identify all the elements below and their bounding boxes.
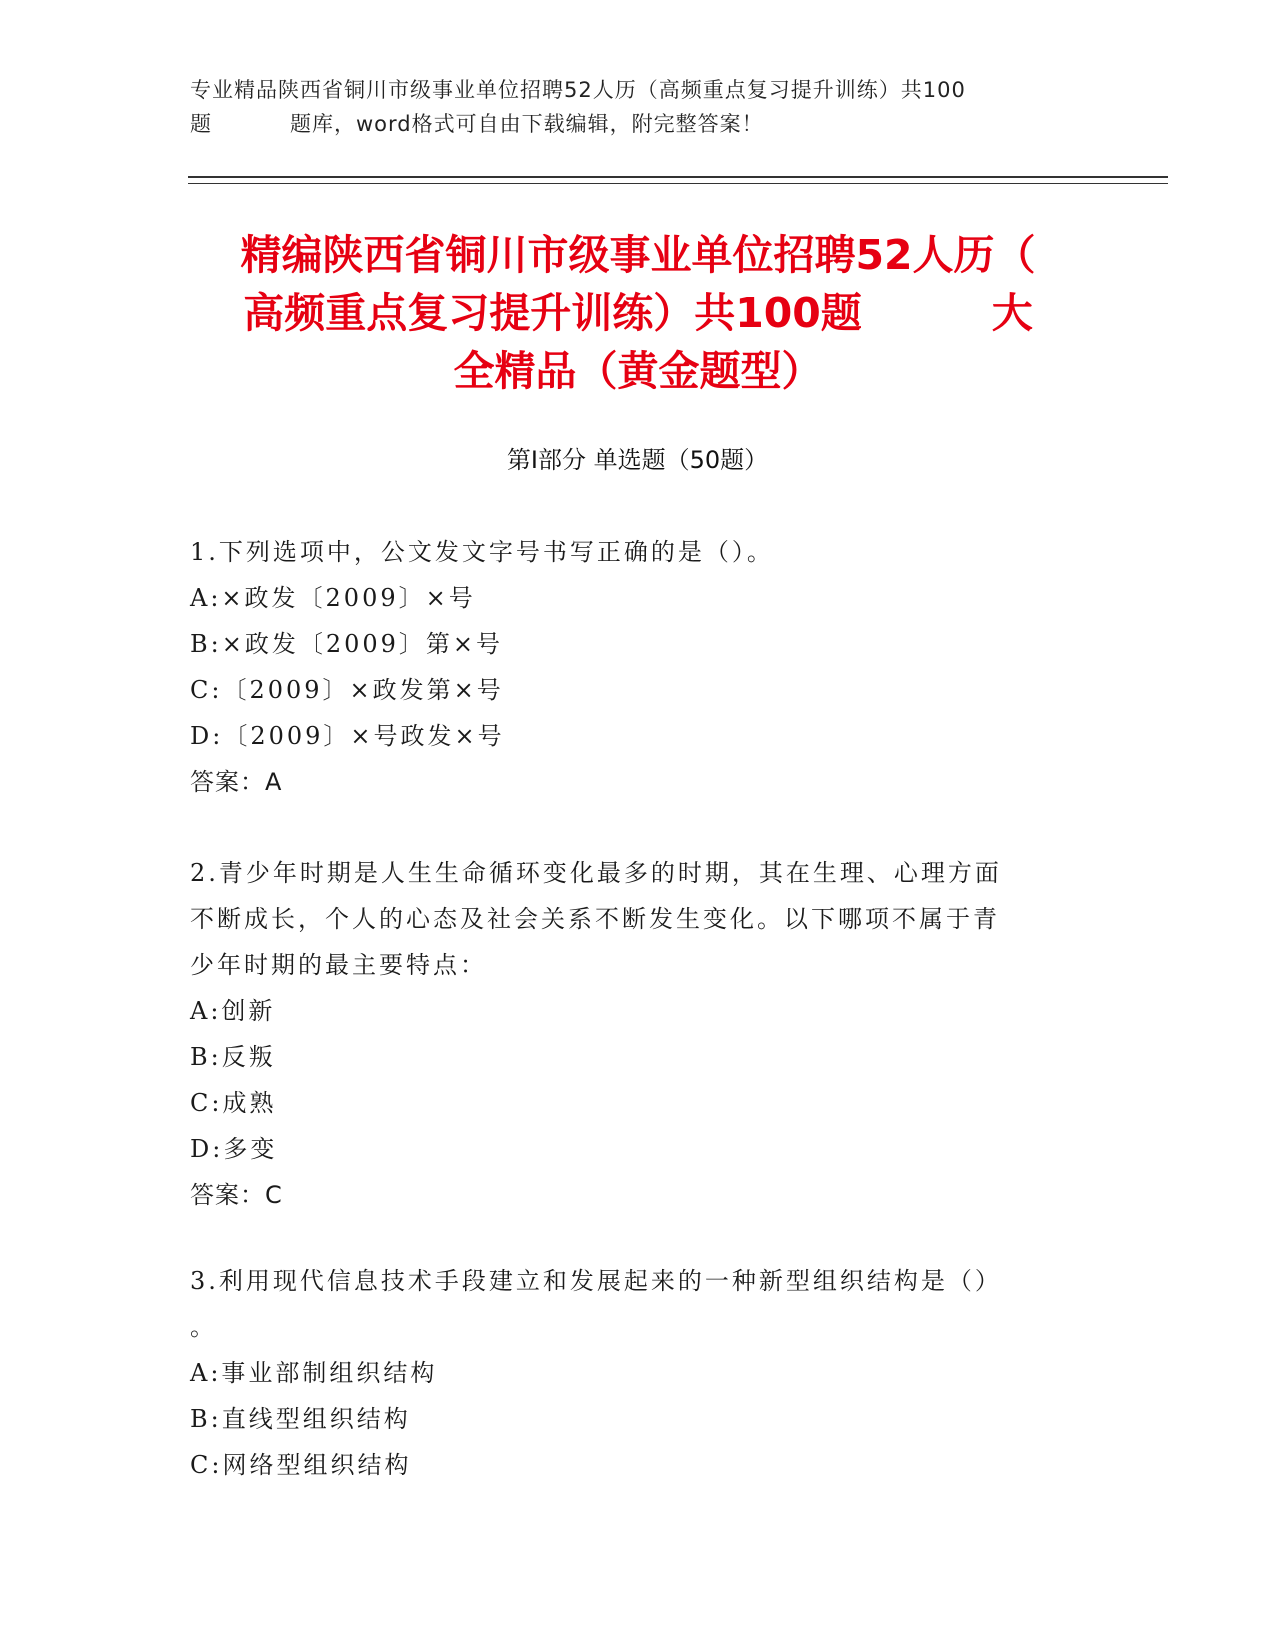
question-2-answer: 答案：C — [190, 1181, 283, 1209]
question-3-stem-line-2: 。 — [190, 1313, 217, 1341]
document-title-line-2 — [188, 284, 1088, 342]
question-1-stem: 1.下列选项中，公文发文字号书写正确的是（）。 — [190, 538, 774, 566]
question-3 — [190, 1258, 1070, 1488]
document-title-line-2-main: 高频重点复习提升训练）共100题 — [243, 289, 862, 337]
question-1 — [190, 529, 1070, 805]
header-text-line-1: 专业精品陕西省铜川市级事业单位招聘52人历（高频重点复习提升训练）共100 — [190, 78, 966, 102]
question-2-option-a: A:创新 — [190, 997, 276, 1025]
document-title-line-3: 全精品（黄金题型） — [453, 347, 823, 395]
question-2-option-b: B:反叛 — [190, 1043, 276, 1071]
question-3-option-c: C:网络型组织结构 — [190, 1451, 412, 1479]
header-text-line-2-start: 题 — [190, 112, 212, 136]
header-divider-thin — [188, 183, 1168, 184]
question-3-option-a: A:事业部制组织结构 — [190, 1359, 438, 1387]
header-divider-thick — [188, 176, 1168, 178]
question-2 — [190, 850, 1070, 1218]
question-1-option-c: C:〔2009〕×政发第×号 — [190, 676, 504, 704]
question-2-stem-line-2: 不断成长，个人的心态及社会关系不断发生变化。以下哪项不属于青 — [190, 905, 1000, 933]
header-text-line-2 — [190, 108, 764, 140]
question-2-option-c: C:成熟 — [190, 1089, 277, 1117]
question-2-option-d: D:多变 — [190, 1135, 278, 1163]
question-1-option-d: D:〔2009〕×号政发×号 — [190, 722, 505, 750]
question-1-answer: 答案：A — [190, 768, 283, 796]
document-title-line-1: 精编陕西省铜川市级事业单位招聘52人历（ — [240, 231, 1036, 279]
question-1-option-a: A:×政发〔2009〕×号 — [190, 584, 476, 612]
header-text-line-2-rest: 题库，word格式可自由下载编辑，附完整答案！ — [290, 112, 764, 136]
question-2-stem-line-3: 少年时期的最主要特点： — [190, 951, 487, 979]
document-title-line-2-end: 大 — [991, 289, 1033, 337]
section-title: 第Ⅰ部分 单选题（50题） — [506, 446, 769, 474]
question-1-option-b: B:×政发〔2009〕第×号 — [190, 630, 504, 658]
question-3-stem-line-1: 3.利用现代信息技术手段建立和发展起来的一种新型组织结构是（） — [190, 1267, 1002, 1295]
question-2-stem-line-1: 2.青少年时期是人生生命循环变化最多的时期，其在生理、心理方面 — [190, 859, 1002, 887]
question-3-option-b: B:直线型组织结构 — [190, 1405, 411, 1433]
